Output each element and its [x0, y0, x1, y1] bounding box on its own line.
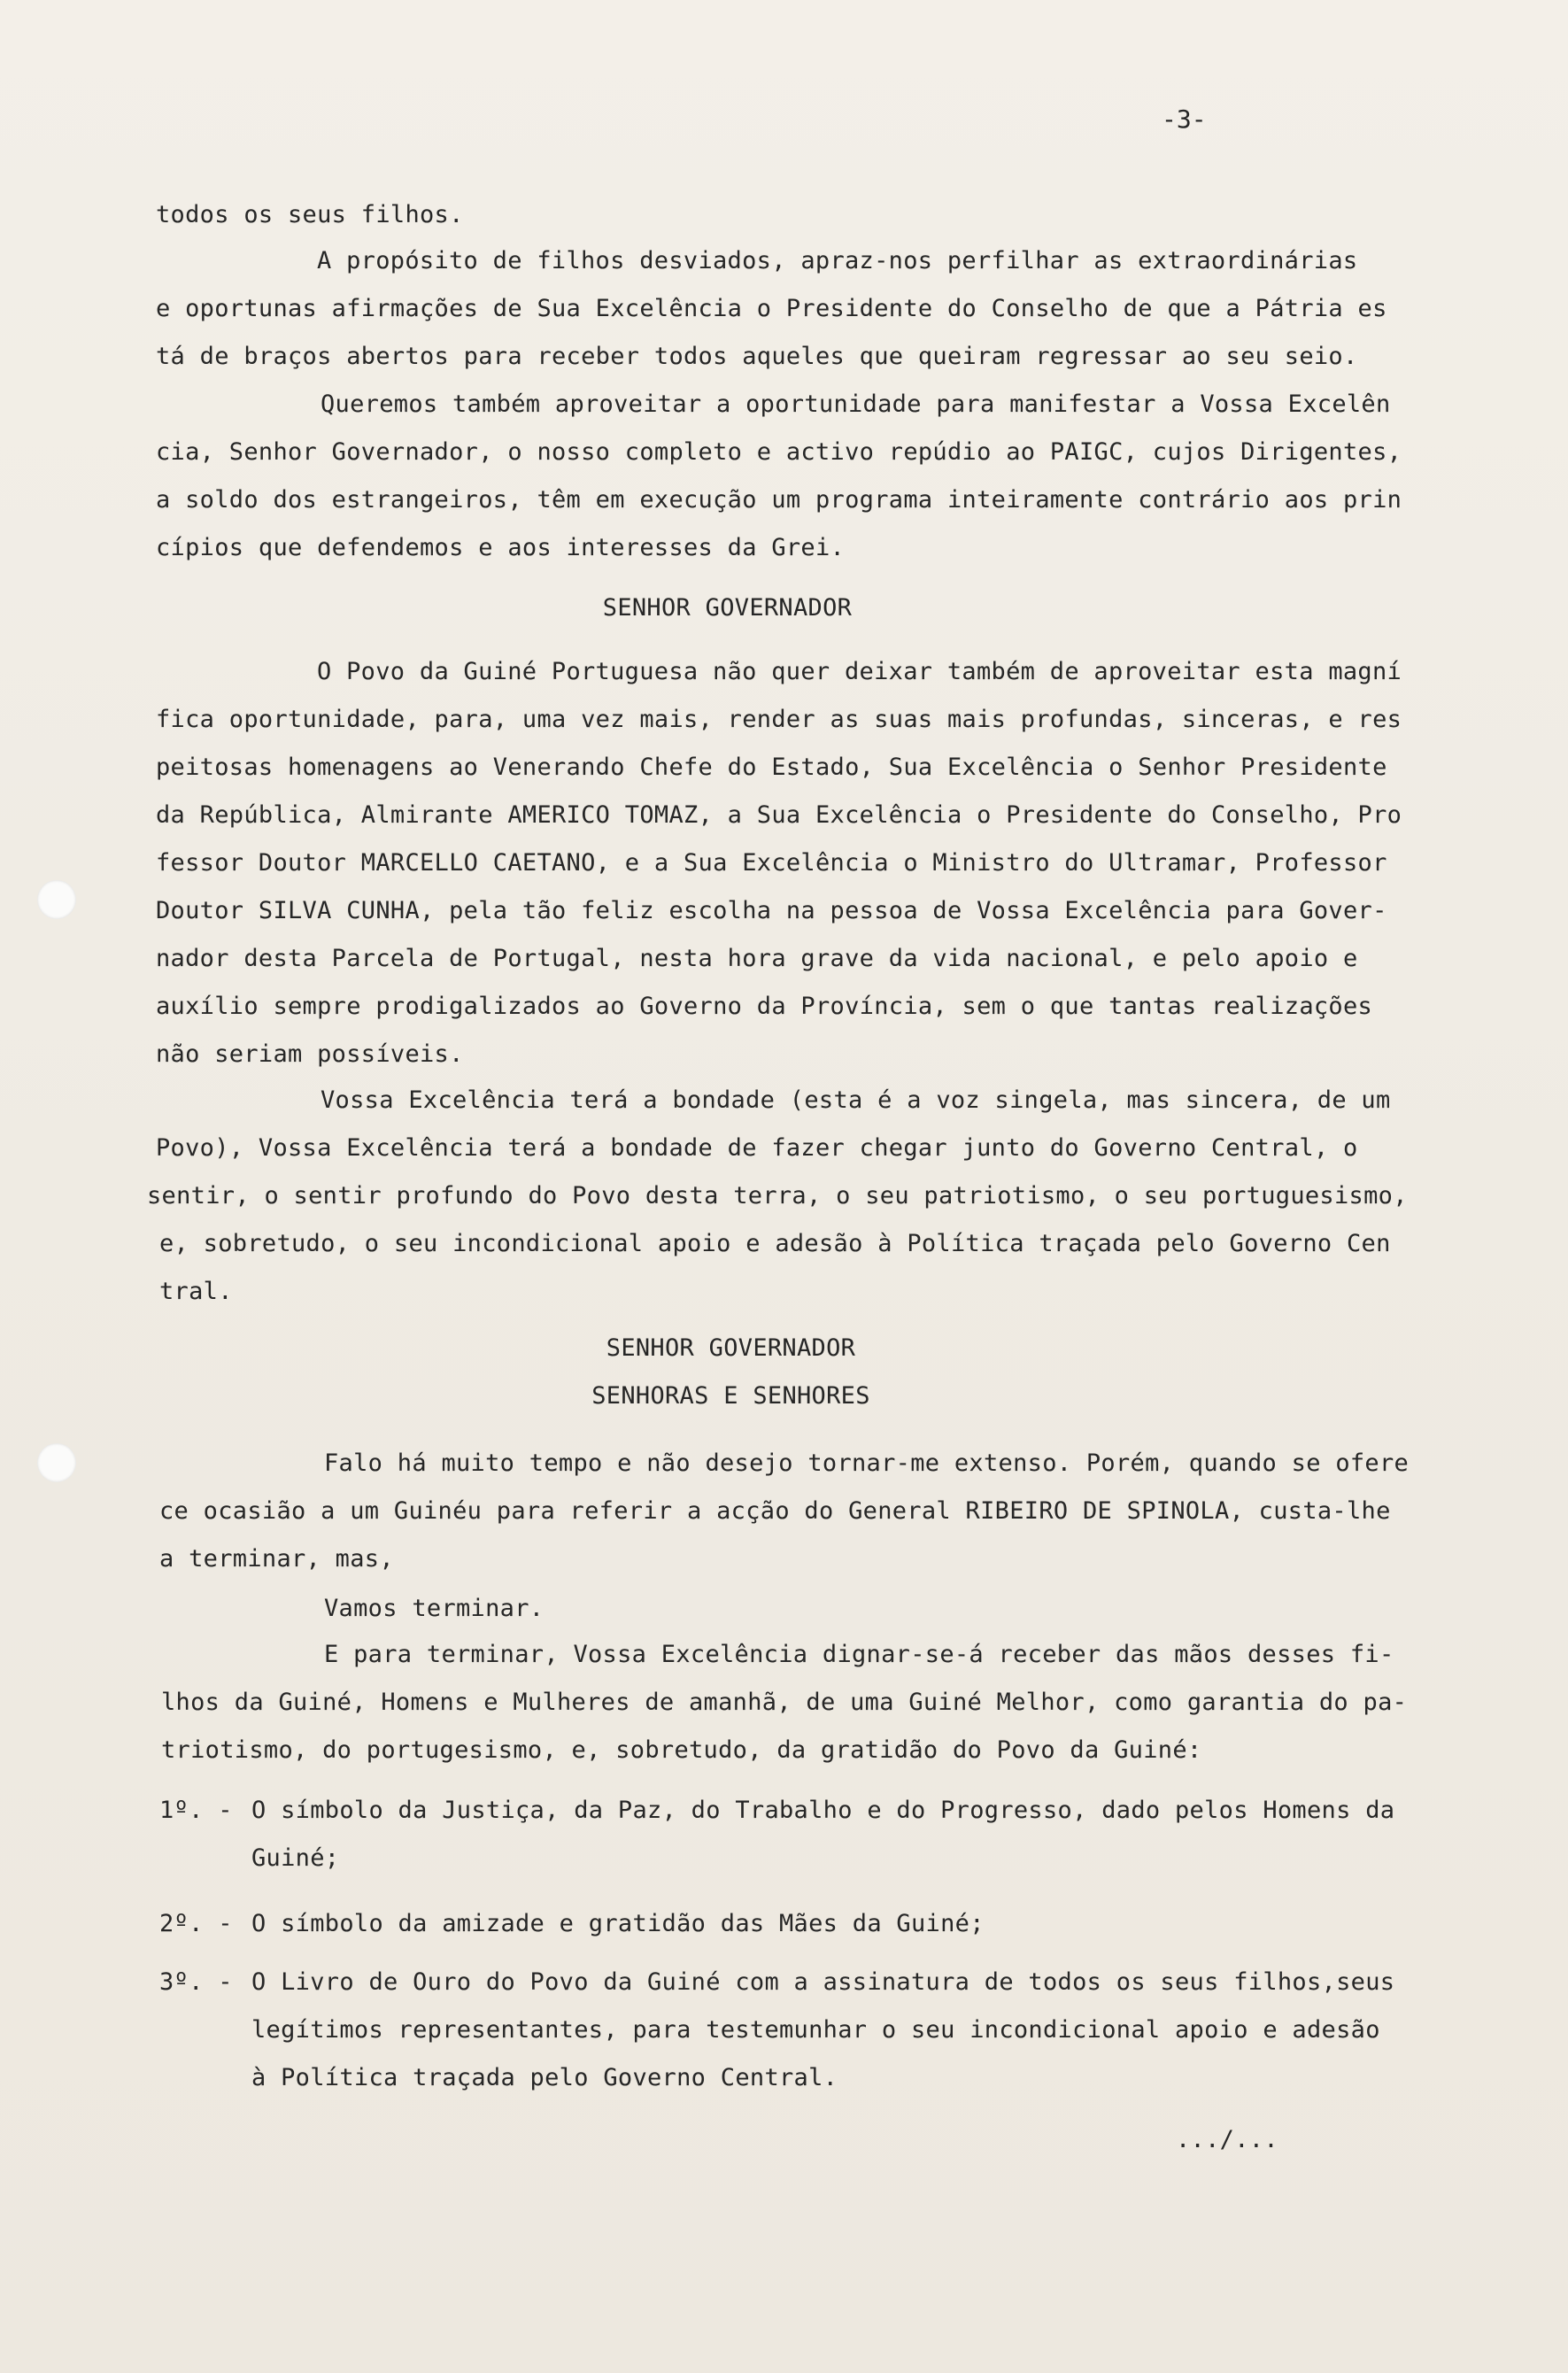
punch-hole-bottom — [37, 1443, 76, 1482]
text-line: ce ocasião a um Guinéu para referir a acção do General RIBEIRO DE SPINOLA, custa-lhe — [159, 1497, 1391, 1525]
text-line: tral. — [159, 1278, 233, 1305]
page-number: -3- — [1162, 104, 1207, 134]
text-line: fica oportunidade, para, uma vez mais, render as suas mais profundas, sinceras, e res — [156, 706, 1402, 733]
text-line: A propósito de filhos desviados, apraz-nos perfilhar as extraordinárias — [317, 247, 1358, 274]
punch-hole-top — [37, 880, 76, 919]
list-item-text: O Livro de Ouro do Povo da Guiné com a assinatura de todos os seus filhos,seus — [251, 1968, 1395, 1996]
text-line: peitosas homenagens ao Venerando Chefe do Estado, Sua Excelência o Senhor Presidente — [156, 754, 1387, 781]
text-line: O Povo da Guiné Portuguesa não quer deixar também de aproveitar esta magní — [317, 658, 1402, 685]
text-line: e oportunas afirmações de Sua Excelência o Presidente do Conselho de que a Pátria es — [156, 295, 1387, 322]
section-heading: SENHOR GOVERNADOR — [606, 1334, 856, 1362]
text-line: triotismo, do portugesismo, e, sobretudo, da gratidão do Povo da Guiné: — [161, 1736, 1202, 1764]
text-line: cípios que defendemos e aos interesses da Grei. — [156, 534, 846, 561]
continuation-mark: .../... — [1176, 2126, 1278, 2153]
list-item-number: 2º. - — [159, 1910, 233, 1937]
text-line: cia, Senhor Governador, o nosso completo e activo repúdio ao PAIGC, cujos Dirigentes, — [156, 438, 1402, 466]
text-line: nador desta Parcela de Portugal, nesta hora grave da vida nacional, e pelo apoio e — [156, 945, 1358, 972]
text-line: Vamos terminar. — [324, 1595, 545, 1622]
text-line: lhos da Guiné, Homens e Mulheres de amanhã, de uma Guiné Melhor, como garantia do pa- — [161, 1689, 1408, 1716]
text-line: Doutor SILVA CUNHA, pela tão feliz escolha na pessoa de Vossa Excelência para Gover- — [156, 897, 1387, 924]
text-line: Povo), Vossa Excelência terá a bondade de fazer chegar junto do Governo Central, o — [156, 1134, 1358, 1162]
text-line: Queremos também aproveitar a oportunidade para manifestar a Vossa Excelên — [321, 390, 1391, 418]
text-line: Vossa Excelência terá a bondade (esta é a voz singela, mas sincera, de um — [321, 1086, 1391, 1114]
text-line: e, sobretudo, o seu incondicional apoio e adesão à Política traçada pelo Governo Cen — [159, 1230, 1391, 1257]
list-item-text: legítimos representantes, para testemunhar o seu incondicional apoio e adesão — [251, 2016, 1380, 2044]
text-line: todos os seus filhos. — [156, 201, 464, 228]
list-item-text: Guiné; — [251, 1844, 340, 1872]
section-heading: SENHORAS E SENHORES — [591, 1382, 870, 1410]
text-line: auxílio sempre prodigalizados ao Governo da Província, sem o que tantas realizações — [156, 993, 1373, 1020]
text-line: E para terminar, Vossa Excelência dignar-se-á receber das mãos desses fi- — [324, 1641, 1394, 1668]
text-line: fessor Doutor MARCELLO CAETANO, e a Sua Excelência o Ministro do Ultramar, Professor — [156, 849, 1387, 877]
text-line: sentir, o sentir profundo do Povo desta terra, o seu patriotismo, o seu portuguesismo, — [147, 1182, 1408, 1210]
text-line: a terminar, mas, — [159, 1545, 394, 1573]
text-line: a soldo dos estrangeiros, têm em execução um programa inteiramente contrário aos prin — [156, 486, 1402, 514]
list-item-number: 1º. - — [159, 1797, 233, 1824]
list-item-number: 3º. - — [159, 1968, 233, 1996]
list-item-text: O símbolo da amizade e gratidão das Mães da Guiné; — [251, 1910, 985, 1937]
list-item-text: à Política traçada pelo Governo Central. — [251, 2064, 838, 2091]
text-line: não seriam possíveis. — [156, 1040, 464, 1068]
text-line: Falo há muito tempo e não desejo tornar-me extenso. Porém, quando se ofere — [324, 1449, 1410, 1477]
section-heading: SENHOR GOVERNADOR — [602, 594, 853, 622]
text-line: tá de braços abertos para receber todos aqueles que queiram regressar ao seu seio. — [156, 343, 1358, 370]
list-item-text: O símbolo da Justiça, da Paz, do Trabalho e do Progresso, dado pelos Homens da — [251, 1797, 1395, 1824]
text-line: da República, Almirante AMERICO TOMAZ, a Sua Excelência o Presidente do Conselho, Pro — [156, 801, 1402, 829]
